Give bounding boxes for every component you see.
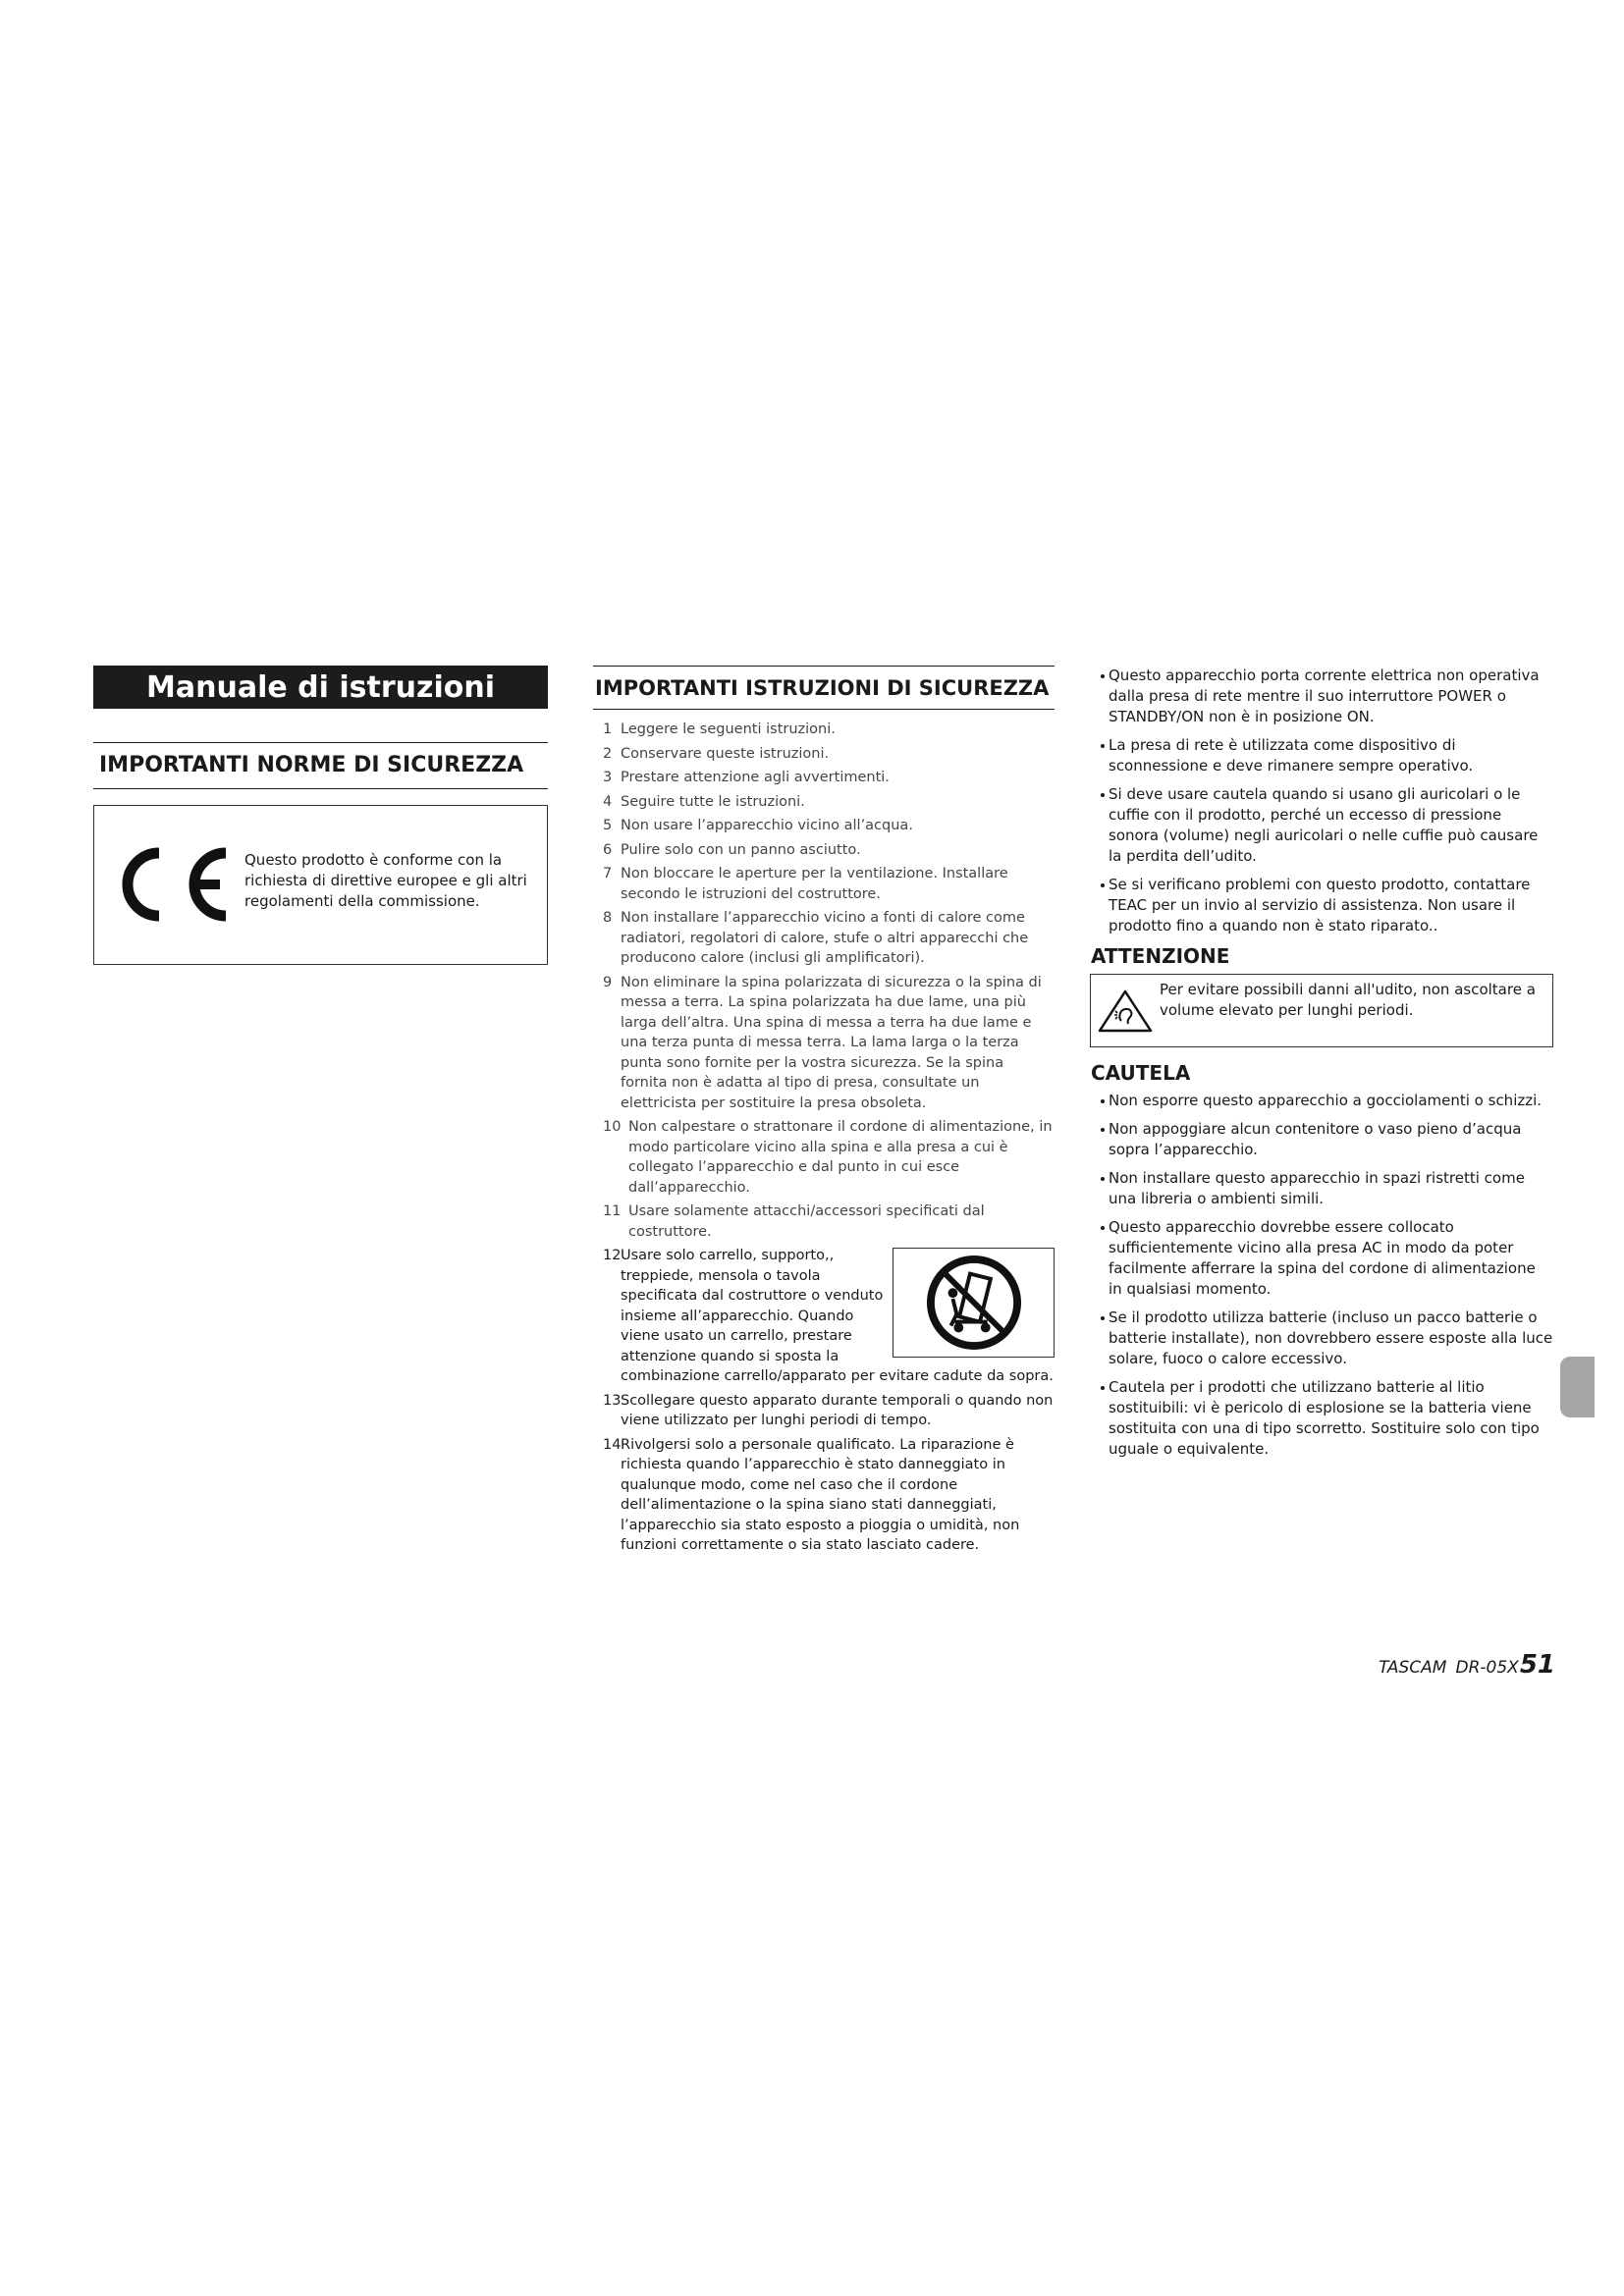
list-item: Se il prodotto utilizza batterie (incluso un pacco batterie o batterie installate), non dovrebbero essere esposte alla luce solare, fuoco o calore eccessivo. xyxy=(1090,1308,1553,1369)
instruction-list xyxy=(593,720,1055,1556)
bullet-icon xyxy=(1101,1128,1105,1132)
footer-brand: TASCAM xyxy=(1379,1658,1447,1678)
ce-mark-icon xyxy=(116,843,234,926)
divider xyxy=(93,788,548,789)
bullet-icon xyxy=(1101,883,1105,887)
list-item: 2 Conservare queste istruzioni. xyxy=(603,745,830,762)
list-item: Non appoggiare alcun contenitore o vaso pieno d’acqua sopra l’apparecchio. xyxy=(1090,1119,1553,1160)
list-item: 14 Rivolgersi solo a personale qualificato. La riparazione è richiesta quando l’apparecchio è stato danneggiato in qualunque modo, come nel caso che il cordone dell’alimentazione o la spina siano stati danneggiati, l’apparecchio sia stato esposto a pioggia o umidità, non funzioni correttamente o sia stato lasciato cadere. xyxy=(603,1436,1020,1553)
column-middle xyxy=(593,666,1055,1560)
bullet-icon xyxy=(1101,744,1105,748)
list-item: 7 Non bloccare le aperture per la ventilazione. Installare secondo le istruzioni del costruttore. xyxy=(603,866,1008,902)
manual-title: Manuale di istruzioni xyxy=(93,666,548,709)
list-item: La presa di rete è utilizzata come dispositivo di sconnessione e deve rimanere sempre operativo. xyxy=(1090,735,1553,776)
page-footer xyxy=(1369,1650,1555,1683)
list-item: 10 Non calpestare o strattonare il cordone di alimentazione, in modo particolare vicino alla spina e alla presa a cui è collegato l’apparecchio e dal punto in cui esce dall’apparecchio. xyxy=(603,1119,1053,1196)
ce-notice-box xyxy=(93,805,548,965)
bullet-icon xyxy=(1101,1316,1105,1320)
cart-tip-over-warning-icon xyxy=(926,1255,1022,1351)
caution-bullet-list xyxy=(1090,1091,1553,1460)
list-item: 12 Usare solo carrello, supporto,, treppiede, mensola o tavola specificata dal costruttore o venduto insieme all’apparecchio. Quando viene usato un carrello, prestare attenzione quando si sposta la combinazione carrello/apparato per evitare cadute da sopra. xyxy=(603,1248,1054,1384)
bullet-icon xyxy=(1101,674,1105,678)
list-item: Questo apparecchio dovrebbe essere collocato sufficientemente vicino alla presa AC in modo da poter facilmente afferrare la spina del cordone di alimentazione in qualsiasi momento. xyxy=(1090,1217,1553,1300)
divider xyxy=(593,709,1055,710)
list-item: Non esporre questo apparecchio a gocciolamenti o schizzi. xyxy=(1090,1091,1553,1111)
list-item: 1 Leggere le seguenti istruzioni. xyxy=(603,721,836,737)
column-right xyxy=(1090,666,1553,1468)
list-item: Non installare questo apparecchio in spazi ristretti come una libreria o ambienti simili. xyxy=(1090,1168,1553,1209)
list-item: 6 Pulire solo con un panno asciutto. xyxy=(603,841,861,858)
bullet-icon xyxy=(1101,1226,1105,1230)
notice-bullet-list xyxy=(1090,666,1553,936)
safety-instructions-heading: IMPORTANTI ISTRUZIONI DI SICUREZZA xyxy=(595,676,1050,700)
list-item: 8 Non installare l’apparecchio vicino a fonti di calore come radiatori, regolatori di calore, stufe o altri apparecchi che producono calore (inclusi gli amplificatori). xyxy=(603,910,1029,966)
bullet-icon xyxy=(1101,1386,1105,1390)
list-item: Questo apparecchio porta corrente elettrica non operativa dalla presa di rete mentre il suo interruttore POWER o STANDBY/ON non è in posizione ON. xyxy=(1090,666,1553,727)
safety-norms-heading: IMPORTANTI NORME DI SICUREZZA xyxy=(99,753,524,777)
list-item: 5 Non usare l’apparecchio vicino all’acqua. xyxy=(603,818,913,833)
cart-warning-box xyxy=(893,1248,1055,1358)
list-item: 4 Seguire tutte le istruzioni. xyxy=(603,793,805,810)
cautela-heading: CAUTELA xyxy=(1091,1061,1191,1085)
list-item: 13 Scollegare questo apparato durante temporali o quando non viene utilizzato per lunghi periodi di tempo. xyxy=(603,1392,1054,1428)
bullet-icon xyxy=(1101,1099,1105,1103)
page-number: 51 xyxy=(1519,1650,1555,1680)
list-item: 11 Usare solamente attacchi/accessori specificati dal costruttore. xyxy=(603,1203,985,1240)
hearing-warning-box xyxy=(1090,974,1553,1047)
list-item: 9 Non eliminare la spina polarizzata di sicurezza o la spina di messa a terra. La spina polarizzata ha due lame, una più larga dell’altra. Una spina di messa a terra ha due lame e una terza punta di messa terra. La lama larga o la terza punta sono fornite per la vostra sicurezza. Se la spina fornita non è adatta al tipo di presa, consultate un elettricista per sostituire la presa obsoleta. xyxy=(603,974,1042,1111)
column-left xyxy=(93,666,548,965)
chapter-thumb-tab xyxy=(1560,1357,1595,1417)
list-item: 3 Prestare attenzione agli avvertimenti. xyxy=(603,770,890,785)
list-item: Se si verificano problemi con questo prodotto, contattare TEAC per un invio al servizio di assistenza. Non usare il prodotto fino a quando non è stato riparato.. xyxy=(1090,875,1553,936)
bullet-icon xyxy=(1101,793,1105,797)
list-item: Si deve usare cautela quando si usano gli auricolari o le cuffie con il prodotto, perché un eccesso di pressione sonora (volume) negli auricolari o nelle cuffie può causare la perdita dell’udito. xyxy=(1090,784,1553,867)
bullet-icon xyxy=(1101,1177,1105,1181)
ce-conformity-text: Questo prodotto è conforme con la richiesta di direttive europee e gli altri regolamenti della commissione. xyxy=(244,851,527,910)
footer-model: DR-05X xyxy=(1455,1658,1519,1678)
attenzione-heading: ATTENZIONE xyxy=(1091,944,1230,968)
hearing-damage-warning-icon xyxy=(1097,988,1154,1034)
hearing-warning-text: Per evitare possibili danni all'udito, non ascoltare a volume elevato per lunghi periodi. xyxy=(1160,981,1536,1019)
list-item: Cautela per i prodotti che utilizzano batterie al litio sostituibili: vi è pericolo di esplosione se la batteria viene sostituita con una di tipo scorretto. Sostituire solo con tipo uguale o equivalente. xyxy=(1090,1377,1553,1460)
